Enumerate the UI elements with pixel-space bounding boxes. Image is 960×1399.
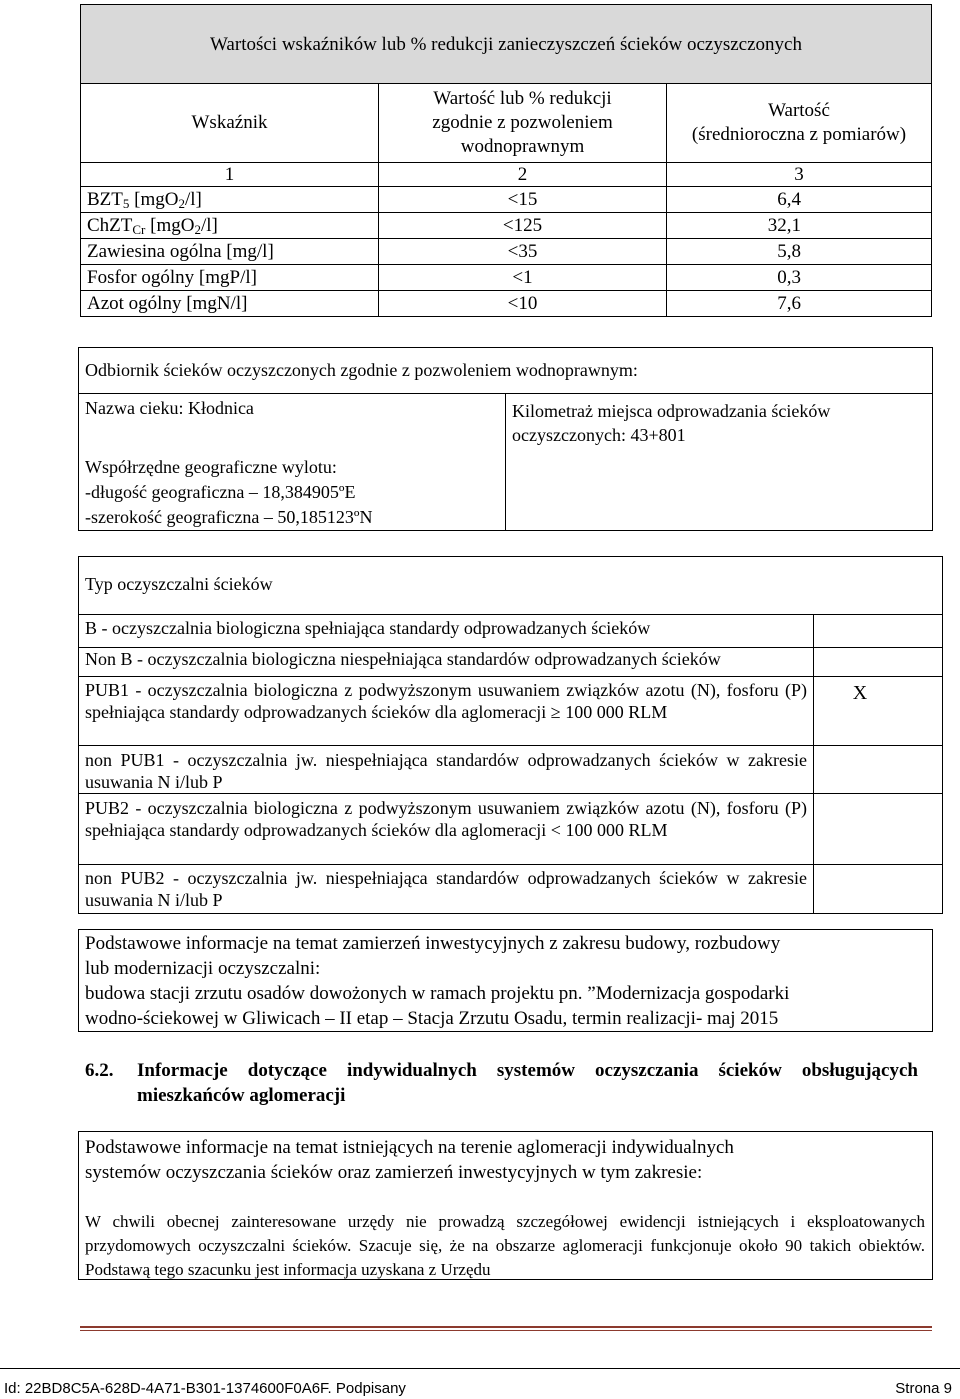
kilometer-info: Kilometraż miejsca odprowadzania ścieków oczyszczonych: 43+801 <box>512 401 831 445</box>
table-row <box>81 239 932 265</box>
individual-body: W chwili obecnej zainteresowane urzędy nie prowadzą szczegółowej ewidencji istniejących i eksploatowanych przydomowych oczyszczalni ścieków. Szacuje się, że na obszarze aglomeracji funkcjonuje około 90 takich obiektów. Podstawą tego szacunku jest informacja uzyskana z Urzędu <box>85 1212 925 1279</box>
measured-value: 6,4 <box>667 187 932 213</box>
table-row <box>81 291 932 317</box>
individual-line-2: systemów oczyszczania ścieków oraz zamierzeń inwestycyjnych w tym zakresie: <box>85 1162 703 1183</box>
measured-value: 0,3 <box>667 265 932 291</box>
individual-line-1: Podstawowe informacje na temat istniejących na terenie aglomeracji indywidualnych <box>85 1137 734 1158</box>
col-number-1: 1 <box>81 163 379 187</box>
table-row <box>81 265 932 291</box>
longitude: -długość geograficzna – 18,384905ºE <box>85 482 356 502</box>
table-row <box>81 187 932 213</box>
indicator-name: ChZT$_{Cr}$ [mgO$_2$/l] <box>81 213 379 239</box>
investment-line-4: wodno-ściekowej w Gliwicach – II etap – Stacja Zrzutu Osadu, termin realizacji- maj 2015 <box>85 1008 779 1029</box>
measured-value: 5,8 <box>667 239 932 265</box>
footer-rule <box>80 1326 932 1328</box>
receiver-heading: Odbiornik ścieków oczyszczonych zgodnie z pozwoleniem wodnoprawnym: <box>85 360 638 380</box>
col-number-2: 2 <box>379 163 667 187</box>
col-header-indicator: Wskaźnik <box>81 84 379 163</box>
coords-title: Współrzędne geograficzne wylotu: <box>85 457 337 477</box>
limit-value: <15 <box>379 187 667 213</box>
table-title: Wartości wskaźników lub % redukcji zanieczyszczeń ścieków oczyszczonych <box>81 5 932 84</box>
investment-box <box>78 929 933 1032</box>
wwtp-type-non-b: Non B - oczyszczalnia biologiczna niespełniająca standardów odprowadzanych ścieków <box>85 649 721 669</box>
col-header-value: Wartość (średnioroczna z pomiarów) <box>667 84 932 163</box>
receiver-box <box>78 347 933 531</box>
river-name: Nazwa cieku: Kłodnica <box>85 398 254 418</box>
latitude: -szerokość geograficzna – 50,185123ºN <box>85 507 373 527</box>
section-title: Informacje dotyczące indywidualnych systemów oczyszczania ścieków obsługujących mieszkańców aglomeracji <box>137 1060 918 1106</box>
wwtp-type-pub1: PUB1 - oczyszczalnia biologiczna z podwyższonym usuwaniem związków azotu (N), fosforu (P) spełniająca standardy odprowadzanych ścieków dla aglomeracji ≥ 100 000 RLM <box>85 680 807 722</box>
table-row <box>81 213 932 239</box>
investment-line-1: Podstawowe informacje na temat zamierzeń inwestycyjnych z zakresu budowy, rozbudowy <box>85 933 781 954</box>
pollutant-table <box>80 4 932 317</box>
col-header-limit: Wartość lub % redukcji zgodnie z pozwoleniem wodnoprawnym <box>379 84 667 163</box>
wwtp-type-box <box>78 556 943 914</box>
section-number: 6.2. <box>85 1060 114 1081</box>
col-number-3: 3 <box>667 163 932 187</box>
limit-value: <10 <box>379 291 667 317</box>
investment-line-3: budowa stacji zrzutu osadów dowożonych w ramach projektu pn. ”Modernizacja gospodarki <box>85 983 790 1004</box>
limit-value: <35 <box>379 239 667 265</box>
wwtp-type-pub2: PUB2 - oczyszczalnia biologiczna z podwyższonym usuwaniem związków azotu (N), fosforu (P) spełniająca standardy odprowadzanych ścieków dla aglomeracji < 100 000 RLM <box>85 798 807 840</box>
wwtp-type-b: B - oczyszczalnia biologiczna spełniająca standardy odprowadzanych ścieków <box>85 618 651 638</box>
measured-value: 32,1 <box>667 213 932 239</box>
indicator-name: Fosfor ogólny [mgP/l] <box>81 265 379 291</box>
investment-line-2: lub modernizacji oczyszczalni: <box>85 958 321 979</box>
indicator-name: Zawiesina ogólna [mg/l] <box>81 239 379 265</box>
document-id: Id: 22BD8C5A-628D-4A71-B301-1374600F0A6F. Podpisany <box>4 1380 406 1397</box>
wwtp-type-non-pub1: non PUB1 - oczyszczalnia jw. niespełniająca standardów odprowadzanych ścieków w zakresie usuwania N i/lub P <box>85 750 807 792</box>
wwtp-type-non-pub2: non PUB2 - oczyszczalnia jw. niespełniająca standardów odprowadzanych ścieków w zakresie usuwania N i/lub P <box>85 868 807 910</box>
page-number: Strona 9 <box>895 1380 952 1397</box>
individual-systems-box <box>78 1131 933 1280</box>
measured-value: 7,6 <box>667 291 932 317</box>
limit-value: <125 <box>379 213 667 239</box>
footer-rule-thin <box>80 1330 932 1331</box>
footer-bar <box>0 1368 960 1399</box>
limit-value: <1 <box>379 265 667 291</box>
wwtp-type-title: Typ oczyszczalni ścieków <box>85 574 273 594</box>
indicator-name: $BZT_5$ [mgO$_2$/l] <box>81 187 379 213</box>
indicator-name: Azot ogólny [mgN/l] <box>81 291 379 317</box>
selected-mark: X <box>852 682 868 704</box>
